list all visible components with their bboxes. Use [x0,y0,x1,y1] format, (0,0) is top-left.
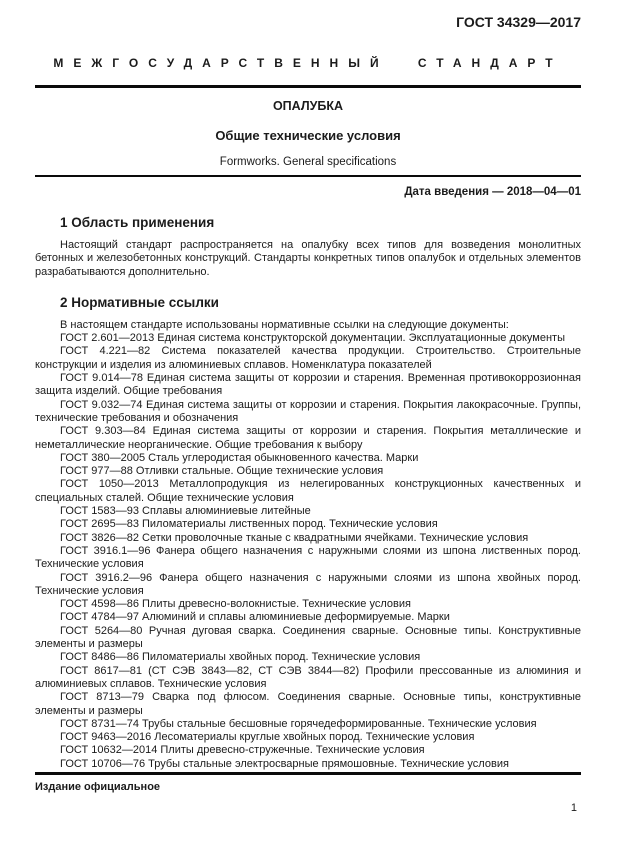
reference-item: ГОСТ 9.303—84 Единая система защиты от коррозии и старения. Покрытия металлические и неметаллические неорганические. Общие требования к выбору [35,425,581,451]
reference-item: ГОСТ 380—2005 Сталь углеродистая обыкновенного качества. Марки [60,451,419,464]
reference-item: ГОСТ 1583—93 Сплавы алюминиевые литейные [60,505,311,518]
section-1-heading: 1 Область применения [60,215,215,230]
section-1-paragraph: Настоящий стандарт распространяется на опалубку всех типов для возведения монолитных бетонных и железобетонных конструкций. Стандарты конкретных типов опалубок и отдельных элементов разрабатываются дополнительно. [35,239,581,278]
reference-item: ГОСТ 4.221—82 Система показателей качества продукции. Строительство. Строительные конструкции и изделия из алюминиевых сплавов. Номенклатура показателей [35,345,581,371]
reference-item: ГОСТ 2695—83 Пиломатериалы лиственных пород. Технические условия [60,518,438,531]
reference-item: ГОСТ 8731—74 Трубы стальные бесшовные горячедеформированные. Технические условия [60,717,537,730]
footer-rule [35,772,581,775]
reference-item: ГОСТ 4598—86 Плиты древесно-волокнистые. Технические условия [60,598,411,611]
header-rule [35,85,581,88]
reference-item: ГОСТ 9463—2016 Лесоматериалы круглые хвойных пород. Технические условия [60,731,475,744]
reference-item: ГОСТ 1050—2013 Металлопродукция из нелегированных конструкционных качественных и специальных сталей. Общие технические условия [35,478,581,504]
effective-date: Дата введения — 2018—04—01 [404,186,581,198]
reference-item: ГОСТ 9.032—74 Единая система защиты от коррозии и старения. Покрытия лакокрасочные. Группы, технические требования и обозначения [35,398,581,424]
section-2-heading: 2 Нормативные ссылки [60,294,219,310]
reference-item: ГОСТ 3916.2—96 Фанера общего назначения с наружными слоями из шпона хвойных пород. Технические условия [35,571,581,597]
reference-item: ГОСТ 10632—2014 Плиты древесно-стружечные. Технические условия [60,744,425,757]
reference-item: ГОСТ 3826—82 Сетки проволочные тканые с квадратными ячейками. Технические условия [60,531,529,544]
reference-item: ГОСТ 3916.1—96 Фанера общего назначения с наружными слоями из шпона лиственных пород. Технические условия [35,544,581,571]
doc-title: ОПАЛУБКА [272,99,344,113]
page-footer [35,772,581,854]
reference-item: ГОСТ 10706—76 Трубы стальные электросварные прямошовные. Технические условия [60,757,509,770]
reference-item: ГОСТ 8713—79 Сварка под флюсом. Соединения сварные. Основные типы, конструктивные элементы и размеры [35,691,581,717]
reference-item: ГОСТ 8617—81 (СТ СЭВ 3843—82, СТ СЭВ 3844—82) Профили прессованные из алюминия и алюминиевых сплавов. Технические условия [35,664,581,690]
doc-title-english: Formworks. General specifications [219,156,397,168]
reference-item: ГОСТ 8486—86 Пиломатериалы хвойных пород. Технические условия [60,651,421,664]
reference-item: ГОСТ 4784—97 Алюминий и сплавы алюминиевые деформируемые. Марки [60,611,450,624]
doc-number: ГОСТ 34329—2017 [456,14,581,30]
reference-item: ГОСТ 9.014—78 Единая система защиты от коррозии и старения. Временная противокоррозионная защита изделий. Общие требования [35,372,581,398]
reference-item: ГОСТ 977—88 Отливки стальные. Общие технические условия [60,465,384,478]
reference-item: ГОСТ 5264—80 Ручная дуговая сварка. Соединения сварные. Основные типы. Конструктивные элементы и размеры [35,624,581,651]
title-block-rule [35,175,581,177]
page-number: 1 [570,802,577,814]
doc-subtitle: Общие технические условия [215,128,401,143]
standard-type-label: МЕЖГОСУДАРСТВЕННЫЙ СТАНДАРТ [53,56,563,70]
reference-item: ГОСТ 2.601—2013 Единая система конструкторской документации. Эксплуатационные документы [60,332,566,345]
references-list [35,332,581,771]
section-2-intro: В настоящем стандарте использованы нормативные ссылки на следующие документы: [60,318,509,331]
official-edition-note: Издание официальное [35,781,161,793]
